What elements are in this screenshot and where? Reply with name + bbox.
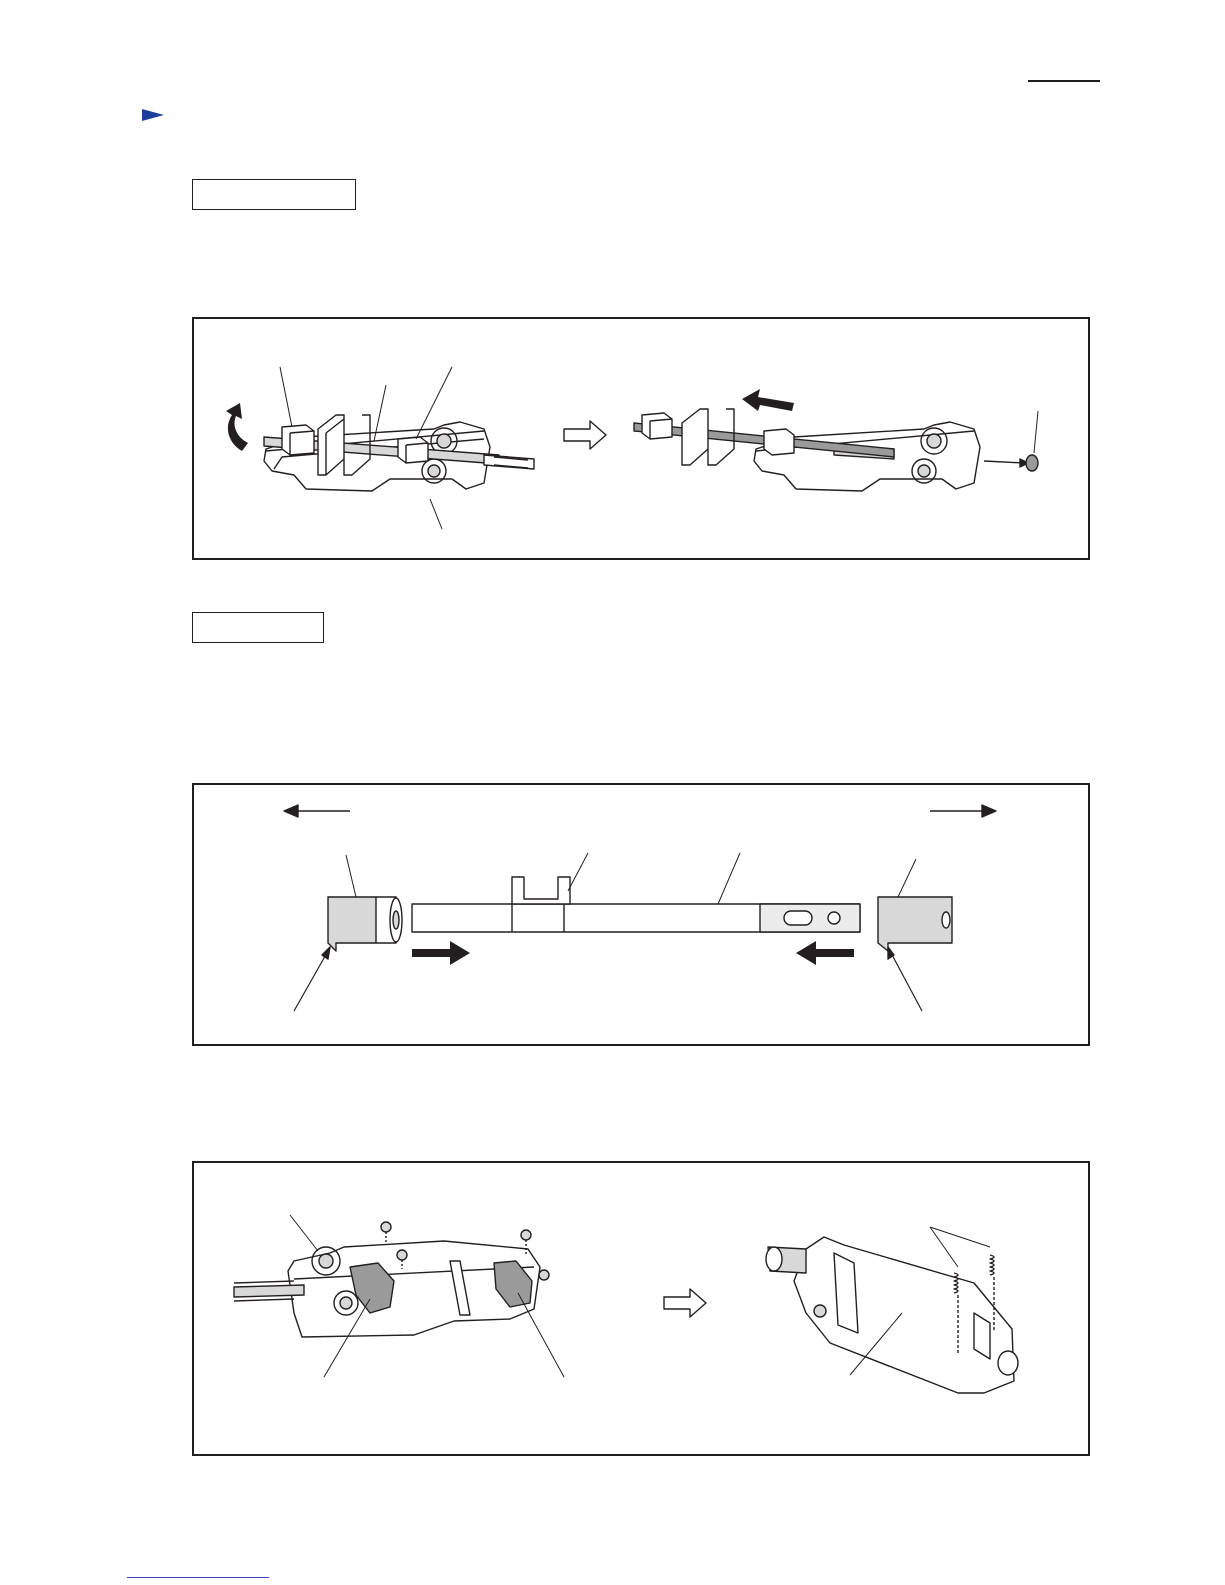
figure-2-shaft-assembly bbox=[192, 783, 1090, 1046]
solid-arrow-icon bbox=[742, 389, 794, 411]
solid-arrow-icon bbox=[412, 941, 470, 965]
figure-1-drawing bbox=[194, 319, 1092, 562]
cap-left bbox=[328, 897, 402, 951]
page-number-rule bbox=[1028, 80, 1100, 82]
hollow-arrow-icon bbox=[564, 421, 606, 449]
main-shaft bbox=[234, 1285, 304, 1297]
solid-arrow-icon bbox=[796, 941, 854, 965]
section-marker-icon bbox=[142, 109, 164, 121]
figure-1-disassembly bbox=[192, 317, 1090, 560]
cap-right bbox=[878, 897, 952, 951]
figure-2-drawing bbox=[194, 785, 1092, 1048]
main-shaft bbox=[412, 904, 860, 932]
disassembling-label bbox=[192, 179, 356, 210]
hollow-arrow-icon bbox=[664, 1289, 706, 1317]
figure-3-bracket-assembly bbox=[192, 1161, 1090, 1456]
assembling-label bbox=[192, 612, 324, 643]
block-left bbox=[282, 425, 314, 455]
assembled-unit bbox=[766, 1237, 1018, 1393]
nut-icon bbox=[984, 455, 1038, 471]
block-right bbox=[398, 437, 428, 463]
curved-arrow-icon bbox=[226, 403, 248, 451]
figure-3-drawing bbox=[194, 1163, 1092, 1458]
left-arrow-icon bbox=[284, 805, 350, 817]
footer-link-rule bbox=[127, 1577, 269, 1578]
right-arrow-icon bbox=[930, 805, 996, 817]
shift-fork bbox=[512, 877, 570, 904]
